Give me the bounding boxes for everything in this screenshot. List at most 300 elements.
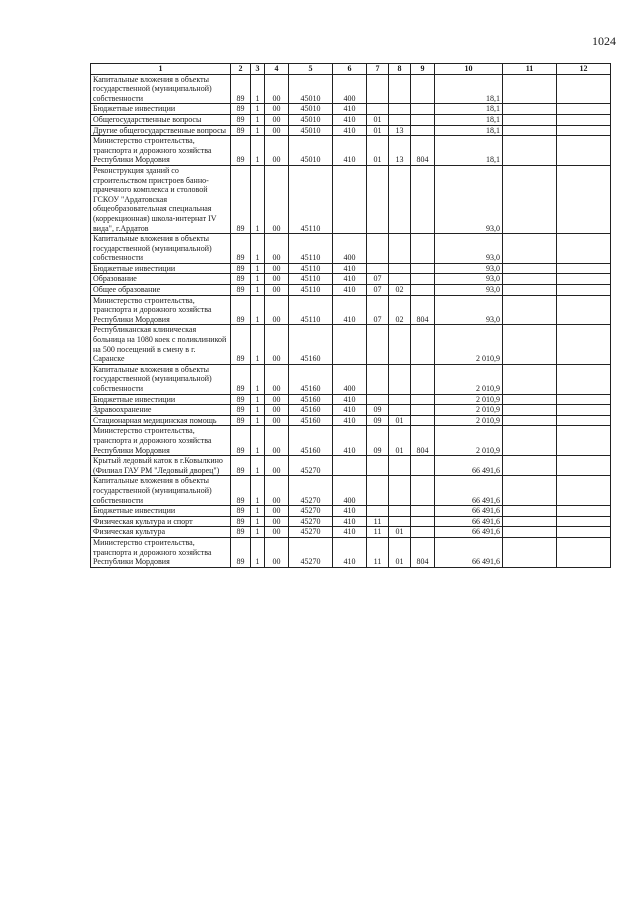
code-cell: 89 [231,136,251,166]
amount-cell [503,426,557,456]
code-cell: 45270 [289,516,333,527]
code-cell: 09 [367,415,389,426]
table-row [91,456,611,476]
amount-cell: 2 010,9 [435,405,503,416]
row-name-cell: Физическая культура и спорт [91,516,231,527]
amount-cell [557,125,611,136]
code-cell: 89 [231,114,251,125]
code-cell [411,456,435,476]
amount-cell: 93,0 [435,274,503,285]
code-cell: 1 [251,125,265,136]
code-cell: 89 [231,165,251,233]
header-cell: 5 [289,64,333,75]
code-cell [367,456,389,476]
amount-cell: 2 010,9 [435,325,503,364]
code-cell: 1 [251,295,265,325]
code-cell: 1 [251,426,265,456]
code-cell: 00 [265,506,289,517]
code-cell [411,74,435,104]
page-number: 1024 [592,34,616,48]
code-cell [367,165,389,233]
amount-cell [503,295,557,325]
code-cell: 00 [265,394,289,405]
table-row [91,104,611,115]
header-cell: 3 [251,64,265,75]
amount-cell: 2 010,9 [435,364,503,394]
code-cell: 1 [251,506,265,517]
row-name-cell: Бюджетные инвестиции [91,394,231,405]
amount-cell [557,506,611,517]
code-cell [389,74,411,104]
code-cell: 45270 [289,456,333,476]
amount-cell: 93,0 [435,285,503,296]
amount-cell: 18,1 [435,125,503,136]
row-name-cell: Капитальные вложения в объекты государственной (муниципальной) собственности [91,476,231,506]
code-cell: 45110 [289,274,333,285]
amount-cell [503,516,557,527]
code-cell: 89 [231,426,251,456]
code-cell [389,234,411,264]
row-name-cell: Капитальные вложения в объекты государственной (муниципальной) собственности [91,74,231,104]
code-cell [367,394,389,405]
code-cell: 00 [265,527,289,538]
code-cell [411,405,435,416]
code-cell: 89 [231,394,251,405]
code-cell: 1 [251,476,265,506]
code-cell: 410 [333,426,367,456]
code-cell: 89 [231,295,251,325]
code-cell: 410 [333,537,367,567]
amount-cell: 66 491,6 [435,456,503,476]
amount-cell: 2 010,9 [435,426,503,456]
code-cell: 89 [231,516,251,527]
table-row [91,165,611,233]
code-cell [367,234,389,264]
code-cell: 410 [333,295,367,325]
table-row [91,405,611,416]
code-cell [367,325,389,364]
code-cell: 45270 [289,506,333,517]
table-row [91,426,611,456]
code-cell: 89 [231,263,251,274]
row-name-cell: Бюджетные инвестиции [91,506,231,517]
amount-cell: 66 491,6 [435,537,503,567]
row-name-cell: Стационарная медицинская помощь [91,415,231,426]
row-name-cell: Реконструкция зданий со строительством пристроев банно-прачечного комплекса и столовой ГСКОУ "Ардатовская общеобразовательная специальная (коррекционная) школа-интернат IV вида", г.Ардатов [91,165,231,233]
code-cell: 1 [251,234,265,264]
amount-cell [557,516,611,527]
code-cell: 45160 [289,405,333,416]
amount-cell [503,405,557,416]
code-cell: 01 [389,426,411,456]
code-cell: 1 [251,394,265,405]
code-cell: 410 [333,114,367,125]
amount-cell: 93,0 [435,295,503,325]
row-name-cell: Другие общегосударственные вопросы [91,125,231,136]
row-name-cell: Министерство строительства, транспорта и дорожного хозяйства Республики Мордовия [91,295,231,325]
amount-cell [557,114,611,125]
code-cell: 804 [411,426,435,456]
code-cell: 11 [367,537,389,567]
table-row [91,364,611,394]
code-cell [389,263,411,274]
code-cell [411,516,435,527]
amount-cell [503,394,557,405]
row-name-cell: Капитальные вложения в объекты государственной (муниципальной) собственности [91,234,231,264]
table-row [91,516,611,527]
row-name-cell: Физическая культура [91,527,231,538]
code-cell: 89 [231,537,251,567]
code-cell: 00 [265,415,289,426]
code-cell: 09 [367,405,389,416]
amount-cell [503,136,557,166]
code-cell: 00 [265,405,289,416]
amount-cell [557,104,611,115]
code-cell [389,165,411,233]
code-cell: 00 [265,456,289,476]
amount-cell [503,506,557,517]
amount-cell [503,537,557,567]
code-cell [389,274,411,285]
code-cell: 45010 [289,125,333,136]
code-cell: 45160 [289,394,333,405]
code-cell: 45160 [289,426,333,456]
code-cell: 00 [265,537,289,567]
code-cell: 11 [367,516,389,527]
code-cell: 400 [333,74,367,104]
amount-cell [503,274,557,285]
code-cell [389,114,411,125]
amount-cell [503,74,557,104]
code-cell: 410 [333,506,367,517]
code-cell: 410 [333,285,367,296]
code-cell: 1 [251,537,265,567]
code-cell: 89 [231,74,251,104]
code-cell: 410 [333,136,367,166]
table-row [91,537,611,567]
header-cell: 8 [389,64,411,75]
code-cell: 1 [251,114,265,125]
code-cell [333,456,367,476]
code-cell: 00 [265,516,289,527]
row-name-cell: Бюджетные инвестиции [91,104,231,115]
amount-cell [557,274,611,285]
amount-cell [557,74,611,104]
table-row [91,125,611,136]
table-row [91,394,611,405]
amount-cell [557,165,611,233]
code-cell [389,476,411,506]
code-cell [411,125,435,136]
code-cell: 00 [265,295,289,325]
table-row [91,274,611,285]
code-cell: 45010 [289,104,333,115]
code-cell: 410 [333,527,367,538]
amount-cell [503,104,557,115]
code-cell: 02 [389,295,411,325]
code-cell [411,476,435,506]
header-cell: 10 [435,64,503,75]
code-cell: 804 [411,136,435,166]
amount-cell: 93,0 [435,263,503,274]
code-cell: 00 [265,285,289,296]
amount-cell: 18,1 [435,114,503,125]
code-cell: 1 [251,516,265,527]
amount-cell [557,405,611,416]
code-cell: 410 [333,263,367,274]
amount-cell [503,325,557,364]
amount-cell [557,325,611,364]
code-cell [389,456,411,476]
code-cell: 45010 [289,136,333,166]
table-body [91,74,611,567]
code-cell: 400 [333,234,367,264]
amount-cell [503,234,557,264]
table-row [91,415,611,426]
code-cell: 13 [389,136,411,166]
row-name-cell: Республиканская клиническая больница на 1080 коек с поликлиникой на 500 посещений в смену в г. Саранске [91,325,231,364]
amount-cell [557,263,611,274]
code-cell [411,104,435,115]
header-cell: 2 [231,64,251,75]
code-cell: 07 [367,274,389,285]
code-cell [367,506,389,517]
amount-cell [557,456,611,476]
code-cell: 45270 [289,537,333,567]
amount-cell: 2 010,9 [435,415,503,426]
code-cell: 07 [367,295,389,325]
code-cell [411,364,435,394]
code-cell: 45160 [289,325,333,364]
code-cell [411,285,435,296]
code-cell: 89 [231,125,251,136]
code-cell: 804 [411,295,435,325]
row-name-cell: Министерство строительства, транспорта и дорожного хозяйства Республики Мордовия [91,426,231,456]
table-row [91,295,611,325]
amount-cell: 93,0 [435,234,503,264]
row-name-cell: Бюджетные инвестиции [91,263,231,274]
code-cell: 89 [231,405,251,416]
amount-cell [557,285,611,296]
table-row [91,527,611,538]
code-cell: 01 [367,114,389,125]
code-cell: 45010 [289,114,333,125]
row-name-cell: Образование [91,274,231,285]
code-cell: 45010 [289,74,333,104]
code-cell: 1 [251,136,265,166]
code-cell [411,263,435,274]
amount-cell [557,537,611,567]
table-header-row [91,64,611,75]
code-cell: 410 [333,415,367,426]
code-cell: 400 [333,476,367,506]
amount-cell [503,114,557,125]
code-cell: 804 [411,537,435,567]
amount-cell [557,415,611,426]
code-cell [367,104,389,115]
code-cell: 00 [265,136,289,166]
code-cell: 01 [389,415,411,426]
code-cell: 89 [231,234,251,264]
amount-cell [503,165,557,233]
code-cell: 00 [265,234,289,264]
table-row [91,114,611,125]
table-row [91,285,611,296]
amount-cell: 66 491,6 [435,476,503,506]
amount-cell [503,456,557,476]
code-cell: 410 [333,104,367,115]
code-cell [411,325,435,364]
amount-cell [557,527,611,538]
code-cell [333,325,367,364]
code-cell [367,74,389,104]
code-cell: 00 [265,325,289,364]
code-cell: 410 [333,125,367,136]
code-cell [411,394,435,405]
row-name-cell: Общегосударственные вопросы [91,114,231,125]
row-name-cell: Министерство строительства, транспорта и дорожного хозяйства Республики Мордовия [91,537,231,567]
code-cell: 1 [251,104,265,115]
header-cell: 9 [411,64,435,75]
code-cell: 89 [231,527,251,538]
code-cell [389,405,411,416]
code-cell: 45270 [289,527,333,538]
code-cell [389,516,411,527]
code-cell: 00 [265,364,289,394]
code-cell: 89 [231,415,251,426]
amount-cell [503,263,557,274]
table-row [91,476,611,506]
code-cell: 01 [367,136,389,166]
row-name-cell: Здравоохранение [91,405,231,416]
code-cell: 09 [367,426,389,456]
amount-cell [557,364,611,394]
table-row [91,506,611,517]
row-name-cell: Крытый ледовый каток в г.Ковылкино (Филиал ГАУ РМ "Ледовый дворец") [91,456,231,476]
amount-cell [557,234,611,264]
code-cell [333,165,367,233]
code-cell [411,415,435,426]
code-cell: 00 [265,426,289,456]
code-cell [411,527,435,538]
header-cell: 1 [91,64,231,75]
code-cell: 00 [265,125,289,136]
amount-cell: 18,1 [435,136,503,166]
code-cell: 00 [265,114,289,125]
code-cell: 01 [389,537,411,567]
header-cell: 6 [333,64,367,75]
code-cell [411,234,435,264]
code-cell [367,263,389,274]
code-cell: 00 [265,104,289,115]
code-cell: 45110 [289,263,333,274]
header-cell: 11 [503,64,557,75]
amount-cell [557,136,611,166]
code-cell: 45270 [289,476,333,506]
amount-cell [557,476,611,506]
code-cell: 45160 [289,364,333,394]
amount-cell [503,476,557,506]
amount-cell: 66 491,6 [435,506,503,517]
amount-cell [503,125,557,136]
code-cell: 00 [265,263,289,274]
header-cell: 12 [557,64,611,75]
code-cell: 45110 [289,295,333,325]
code-cell: 07 [367,285,389,296]
code-cell: 01 [367,125,389,136]
amount-cell [503,364,557,394]
code-cell: 1 [251,415,265,426]
budget-table [90,63,611,568]
amount-cell [557,394,611,405]
code-cell: 45110 [289,234,333,264]
code-cell: 1 [251,456,265,476]
code-cell: 410 [333,394,367,405]
amount-cell: 93,0 [435,165,503,233]
amount-cell [557,426,611,456]
code-cell: 410 [333,405,367,416]
header-cell: 7 [367,64,389,75]
amount-cell [503,285,557,296]
code-cell: 89 [231,274,251,285]
code-cell: 1 [251,527,265,538]
code-cell [367,364,389,394]
code-cell [367,476,389,506]
table-row [91,74,611,104]
code-cell: 01 [389,527,411,538]
code-cell: 13 [389,125,411,136]
code-cell: 89 [231,104,251,115]
amount-cell [503,415,557,426]
code-cell: 89 [231,506,251,517]
code-cell [411,506,435,517]
table-row [91,136,611,166]
code-cell [389,394,411,405]
amount-cell [503,527,557,538]
amount-cell [557,295,611,325]
code-cell: 89 [231,456,251,476]
code-cell: 89 [231,325,251,364]
amount-cell: 18,1 [435,104,503,115]
amount-cell: 66 491,6 [435,516,503,527]
code-cell: 1 [251,165,265,233]
row-name-cell: Министерство строительства, транспорта и дорожного хозяйства Республики Мордовия [91,136,231,166]
code-cell [389,104,411,115]
code-cell: 89 [231,285,251,296]
code-cell: 00 [265,274,289,285]
code-cell [411,114,435,125]
amount-cell: 18,1 [435,74,503,104]
code-cell: 89 [231,476,251,506]
code-cell: 02 [389,285,411,296]
code-cell: 410 [333,516,367,527]
code-cell: 400 [333,364,367,394]
code-cell [389,506,411,517]
code-cell: 00 [265,476,289,506]
code-cell: 1 [251,274,265,285]
code-cell: 410 [333,274,367,285]
code-cell: 45110 [289,285,333,296]
amount-cell: 2 010,9 [435,394,503,405]
code-cell: 11 [367,527,389,538]
code-cell: 1 [251,405,265,416]
code-cell: 1 [251,74,265,104]
code-cell: 89 [231,364,251,394]
code-cell: 1 [251,325,265,364]
row-name-cell: Капитальные вложения в объекты государственной (муниципальной) собственности [91,364,231,394]
amount-cell: 66 491,6 [435,527,503,538]
code-cell: 00 [265,74,289,104]
